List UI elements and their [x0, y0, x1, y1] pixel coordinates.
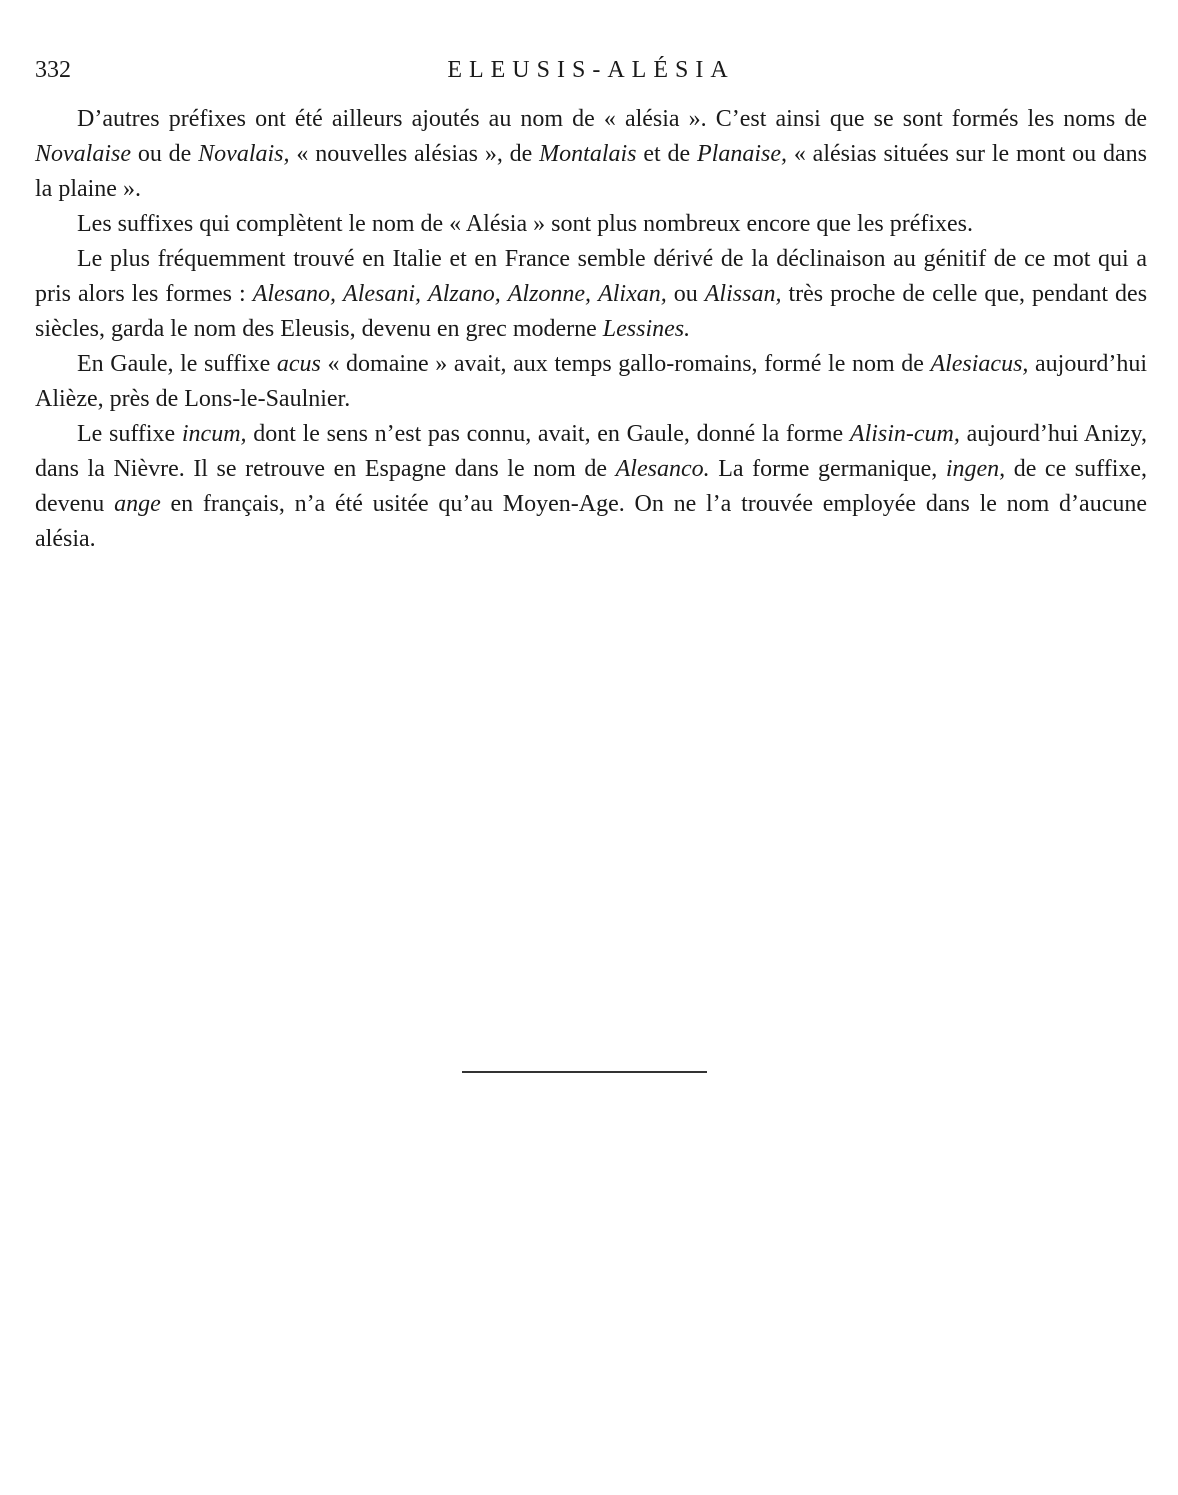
italic-term: Alesanco. — [615, 456, 710, 482]
paragraph — [35, 347, 1147, 417]
italic-term: ange — [114, 491, 161, 517]
text-run: et de — [636, 141, 697, 167]
italic-term: Alzonne, — [507, 281, 592, 307]
italic-term: Alixan, — [598, 281, 667, 307]
text-run: ou — [666, 281, 705, 307]
italic-term: Novalaise — [35, 141, 131, 167]
italic-term: Alesani, — [343, 281, 422, 307]
italic-term: Alesiacus, — [930, 351, 1029, 377]
text-run: En Gaule, le suffixe — [77, 351, 277, 377]
text-run: aujourd’hui Anizy, dans la Nièvre. Il se retrouve en Espagne dans le nom de — [35, 421, 1147, 482]
text-run — [501, 281, 508, 307]
italic-term: Alisin-cum, — [849, 421, 960, 447]
text-run: « nouvelles alésias », de — [289, 141, 540, 167]
italic-term: acus — [276, 351, 321, 377]
text-run: en français, n’a été usitée qu’au Moyen-Age. On ne l’a trouvée employée dans le nom d’aucune alésia. — [35, 491, 1148, 552]
text-run: aujourd’hui Alièze, près de Lons-le-Saulnier. — [35, 351, 1147, 412]
end-of-text-rule — [462, 1071, 707, 1073]
text-run: de ce suffixe, devenu — [35, 456, 1148, 517]
body-text — [35, 102, 1147, 557]
text-run: ou de — [131, 141, 199, 167]
italic-term: Montalais — [539, 141, 637, 167]
text-run: très proche de celle que, pendant des siècles, garda le nom des Eleusis, devenu en grec moderne — [35, 281, 1148, 342]
running-title: ELEUSIS-ALÉSIA — [447, 57, 735, 83]
running-head — [35, 50, 1147, 90]
italic-term: Alissan, — [704, 281, 782, 307]
italic-term: incum, — [181, 421, 247, 447]
text-run: D’autres préfixes ont été ailleurs ajoutés au nom de « alésia ». C’est ainsi que se sont formés les noms de — [77, 106, 1147, 132]
italic-term: Alzano, — [428, 281, 501, 307]
text-run: Le plus fréquemment trouvé en Italie et en France semble dérivé de la déclinaison au génitif de ce mot qui a pris alors les formes : — [35, 246, 1147, 307]
text-run: « alésias situées sur le mont ou dans la plaine ». — [35, 141, 1147, 202]
paragraph — [35, 417, 1147, 557]
italic-term: Lessines. — [602, 316, 691, 342]
paragraph — [35, 207, 1147, 242]
italic-term: Planaise, — [697, 141, 787, 167]
document-page — [35, 50, 1147, 557]
text-run — [336, 281, 343, 307]
text-run: Le suffixe — [77, 421, 182, 447]
page-number: 332 — [35, 57, 71, 83]
italic-term: Novalais, — [198, 141, 290, 167]
text-run: « domaine » avait, aux temps gallo-romains, formé le nom de — [320, 351, 931, 377]
italic-term: Alesano, — [252, 281, 337, 307]
text-run: dont le sens n’est pas connu, avait, en Gaule, donné la forme — [246, 421, 850, 447]
italic-term: ingen, — [945, 456, 1006, 482]
text-run: La forme germanique, — [709, 456, 946, 482]
text-run: Les suffixes qui complètent le nom de « Alésia » sont plus nombreux encore que les préfixes. — [77, 211, 974, 237]
text-run — [421, 281, 428, 307]
paragraph — [35, 102, 1147, 207]
paragraph — [35, 242, 1147, 347]
